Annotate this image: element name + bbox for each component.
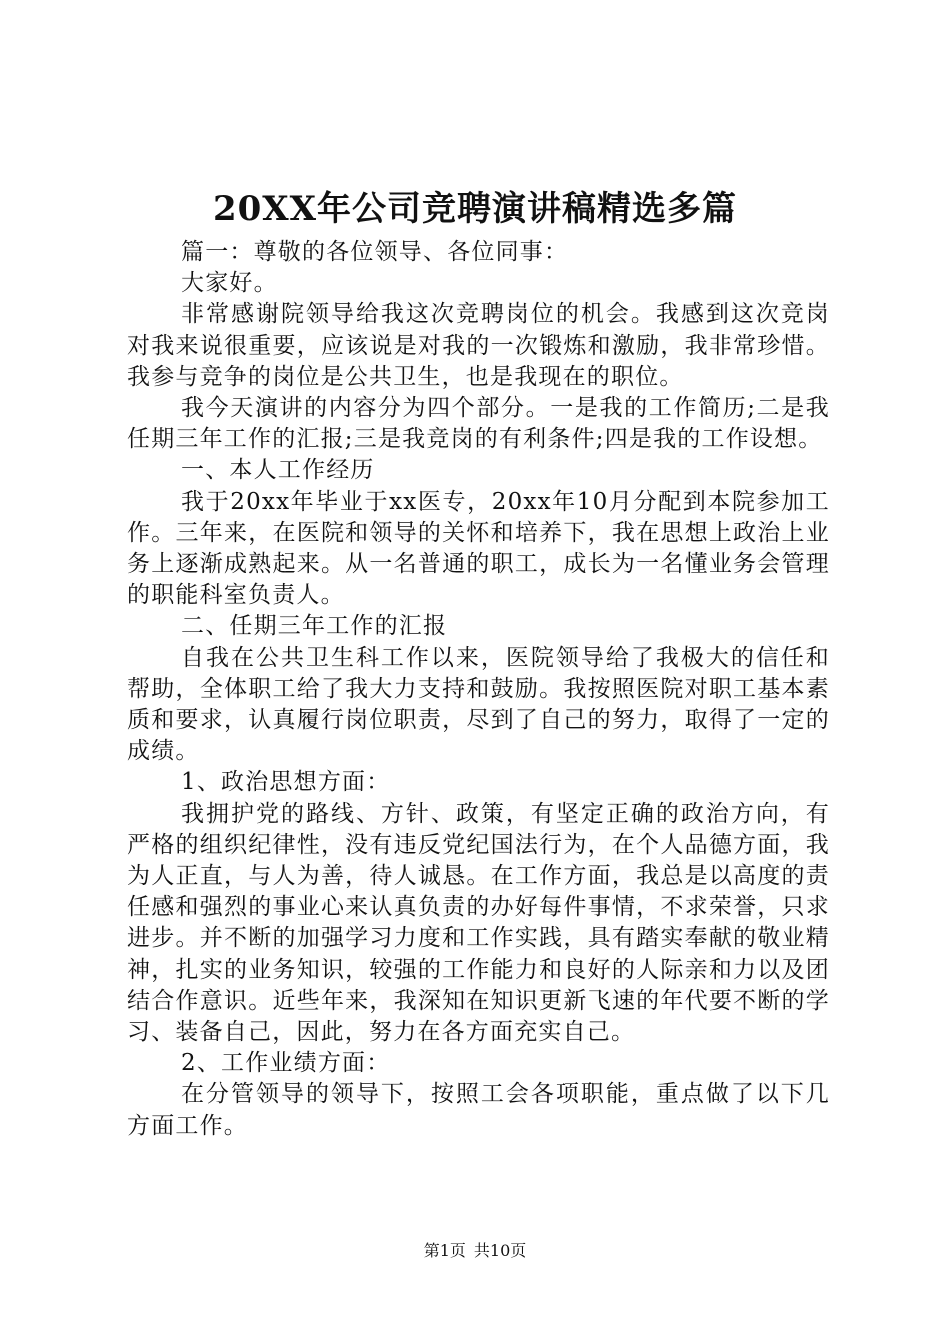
paragraph-performance: 在分管领导的领导下，按照工会各项职能，重点做了以下几方面工作。 <box>127 1081 830 1139</box>
subsection-heading-political: 1、政治思想方面： <box>181 769 391 796</box>
section-heading-term-report: 二、任期三年工作的汇报 <box>181 613 448 640</box>
paragraph-political: 我拥护党的路线、方针、政策，有坚定正确的政治方向，有严格的组织纪律性，没有违反党纪国法行为，在个人品德方面，我为人正直，与人为善，待人诚恳。在工作方面，我总是以高度的责任感和强烈的事业心来认真负责的办好每件事情，不求荣誉，只求进步。并不断的加强学习力度和工作实践，具有踏实奉献的敬业精神，扎实的业务知识，较强的工作能力和良好的人际亲和力以及团结合作意识。近些年来，我深知在知识更新飞速的年代要不断的学习、装备自己，因此，努力在各方面充实自己。 <box>127 800 830 1046</box>
document-body <box>127 237 830 1142</box>
paragraph-thanks: 非常感谢院领导给我这次竞聘岗位的机会。我感到这次竞岗对我来说很重要，应该说是对我的一次锻炼和激励，我非常珍惜。我参与竞争的岗位是公共卫生，也是我现在的职位。 <box>127 301 830 390</box>
page-footer <box>0 1239 950 1263</box>
paragraph-greeting: 大家好。 <box>181 270 278 297</box>
paragraph-work-experience: 我于20xx年毕业于xx医专，20xx年10月分配到本院参加工作。三年来，在医院和领导的关怀和培养下，我在思想上政治上业务上逐渐成熟起来。从一名普通的职工，成长为一名懂业务会管理的职能科室负责人。 <box>127 488 830 609</box>
paragraph-salutation: 篇一：尊敬的各位领导、各位同事： <box>181 239 569 265</box>
paragraph-outline: 我今天演讲的内容分为四个部分。一是我的工作简历;二是我任期三年工作的汇报;三是我竞岗的有利条件;四是我的工作设想。 <box>127 395 830 453</box>
section-heading-work-experience: 一、本人工作经历 <box>181 457 375 484</box>
page-total: 共10页 <box>473 1241 527 1260</box>
document-title: 20XX年公司竞聘演讲稿精选多篇 <box>212 189 738 229</box>
subsection-heading-performance: 2、工作业绩方面： <box>181 1050 391 1077</box>
page-number: 第1页 <box>423 1241 466 1260</box>
paragraph-term-report: 自我在公共卫生科工作以来，医院领导给了我极大的信任和帮助，全体职工给了我大力支持和鼓励。我按照医院对职工基本素质和要求，认真履行岗位职责，尽到了自己的努力，取得了一定的成绩。 <box>127 644 830 765</box>
